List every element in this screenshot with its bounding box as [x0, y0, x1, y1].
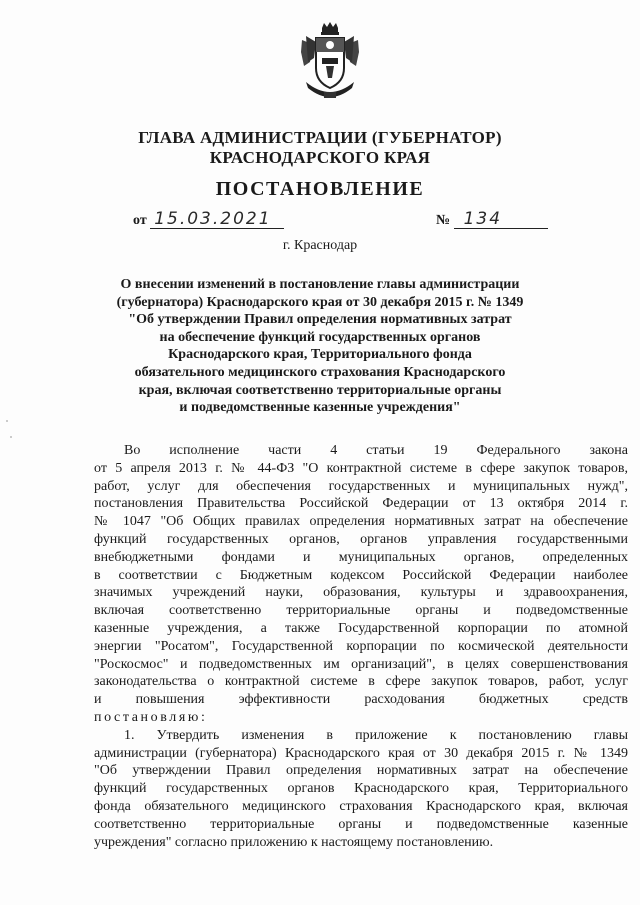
body-line: учреждения" согласно приложению к настоящему постановлению. — [94, 834, 494, 850]
body-line: энергии "Росатом", Государственной корпорации по космической деятельности — [94, 638, 628, 654]
document-subject — [100, 276, 540, 417]
document-type: ПОСТАНОВЛЕНИЕ — [215, 178, 425, 200]
subject-line: О внесении изменений в постановление главы администрации — [120, 277, 520, 292]
body-line: администрации (губернатора) Краснодарского края от 30 декабря 2015 г. № 1349 — [94, 745, 628, 761]
subject-line: на обеспечение функций государственных органов — [159, 329, 481, 345]
body-line: соответственно территориальные органы и подведомственные казенные — [94, 816, 628, 832]
authority-title-line-1: ГЛАВА АДМИНИСТРАЦИИ (ГУБЕРНАТОР) — [138, 128, 502, 147]
body-line: Во исполнение части 4 статьи 19 Федерального закона — [124, 443, 628, 458]
body-line: фонда обязательного медицинского страхования Краснодарского края, включая — [94, 798, 628, 814]
body-line: включая соответственно территориальные органы и подведомственные — [94, 603, 628, 619]
document-body — [94, 442, 628, 851]
krasnodar-coat-of-arms-icon — [298, 22, 362, 100]
body-line: работ, услуг для обеспечения государственных и муниципальных нужд", — [94, 478, 628, 494]
body-line: значимых учреждений науки, образования, культуры и здравоохранения, — [94, 585, 628, 601]
body-line: от 5 апреля 2013 г. № 44-ФЗ "О контрактной системе в сфере закупок товаров, — [94, 460, 628, 476]
body-line: 1. Утвердить изменения в приложение к постановлению главы — [124, 727, 628, 743]
body-line: № 1047 "Об Общих правилах определения нормативных затрат на обеспечение — [94, 514, 628, 530]
city-name: г. Краснодар — [282, 238, 358, 253]
body-line: законодательства о контрактной системе в сфере закупок товаров, работ, услуг — [94, 674, 628, 690]
body-line: функций государственных органов, органов управления государственными — [94, 531, 628, 547]
number-prefix: № — [436, 213, 451, 228]
body-line: казенные учреждения, а также Государственной корпорации по атомной — [94, 620, 628, 636]
subject-line: обязательного медицинского страхования Краснодарского — [134, 364, 506, 380]
scan-artifact — [10, 436, 12, 438]
subject-line: края, включая соответственно территориальные органы — [138, 382, 502, 398]
number-field — [436, 210, 548, 229]
date-field — [133, 210, 284, 229]
number-value: 134 — [454, 210, 548, 229]
body-line-resolution: постановляю: — [94, 709, 208, 725]
body-line: "Об утверждении Правил определения нормативных затрат на обеспечение — [94, 763, 628, 779]
authority-title-line-2: КРАСНОДАРСКОГО КРАЯ — [209, 148, 431, 167]
subject-line: Краснодарского края, Территориального фонда — [168, 347, 472, 363]
body-line: и повышения эффективности расходования бюджетных средств — [94, 692, 628, 708]
scan-artifact — [6, 420, 8, 422]
subject-line: и подведомственные казенные учреждения" — [179, 400, 461, 416]
body-line: внебюджетными фондами и муниципальных органов, определенных — [94, 549, 628, 565]
subject-line: (губернатора) Краснодарского края от 30 декабря 2015 г. № 1349 — [116, 294, 524, 310]
body-line: постановления Правительства Российской Федерации от 13 октября 2014 г. — [94, 496, 628, 512]
date-prefix: от — [133, 213, 147, 228]
body-line: функций государственных органов Краснодарского края, Территориального — [94, 781, 628, 797]
subject-line: "Об утверждении Правил определения нормативных затрат — [128, 312, 512, 328]
date-value: 15.03.2021 — [150, 210, 284, 229]
body-line: в соответствии с Бюджетным кодексом Российской Федерации наиболее — [94, 567, 628, 583]
body-line: "Роскосмос" и подведомственных им организаций", в целях совершенствования — [94, 656, 628, 672]
